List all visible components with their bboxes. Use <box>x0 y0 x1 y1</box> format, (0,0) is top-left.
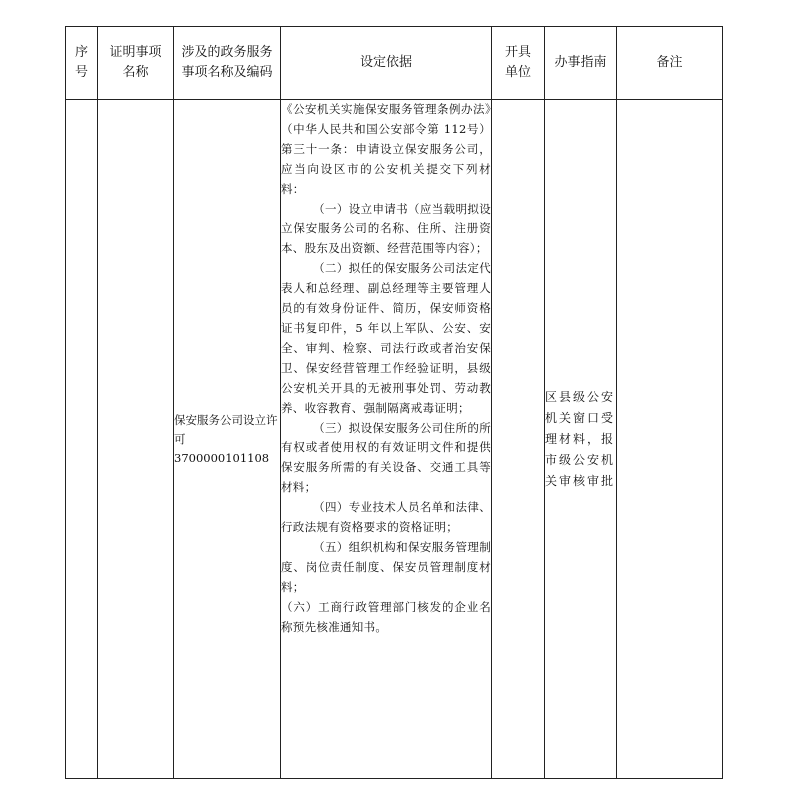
table-row <box>66 100 723 779</box>
header-cert-name: 证明事项名称 <box>98 27 174 100</box>
cell-index <box>66 100 98 779</box>
table-header-row <box>66 27 723 100</box>
cell-guide: 区县级公安机关窗口受理材料，报市级公安机关审核审批 <box>545 100 617 779</box>
header-index: 序号 <box>66 27 98 100</box>
header-issuer: 开具单位 <box>492 27 545 100</box>
header-guide: 办事指南 <box>545 27 617 100</box>
cell-basis: 《公安机关实施保安服务管理条例办法》（中华人民共和国公安部令第 112号）第三十一条：申请设立保安服务公司，应当向设区市的公安机关提交下列材料： （一）设立申请书（应当载明拟设立保安服务公司的名称、住所、注册资本、股东及出资额、经营范围等内容）； （二）拟任的保安服务公司法定代表人和总经理、副总经理等主要管理人员的有效身份证件、简历，保安师资格证书复印件，5 年以上军队、公安、安全、审判、检察、司法行政或者治安保卫、保安经营管理工作经验证明，县级公安机关开具的无被刑事处罚、劳动教养、收容教育、强制隔离戒毒证明； （三）拟设保安服务公司住所的所有权或者使用权的有效证明文件和提供保安服务所需的有关设备、交通工具等材料； （四）专业技术人员名单和法律、行政法规有资格要求的资格证明； （五）组织机构和保安服务管理制度、岗位责任制度、保安员管理制度材料； （六）工商行政管理部门核发的企业名称预先核准通知书。 <box>281 100 492 779</box>
certification-table <box>65 26 723 779</box>
header-basis: 设定依据 <box>281 27 492 100</box>
cell-remark <box>617 100 723 779</box>
header-affair: 涉及的政务服务事项名称及编码 <box>174 27 281 100</box>
header-remark: 备注 <box>617 27 723 100</box>
cell-cert-name <box>98 100 174 779</box>
cell-issuer <box>492 100 545 779</box>
cell-affair: 保安服务公司设立许可3700000101108 <box>174 100 281 779</box>
